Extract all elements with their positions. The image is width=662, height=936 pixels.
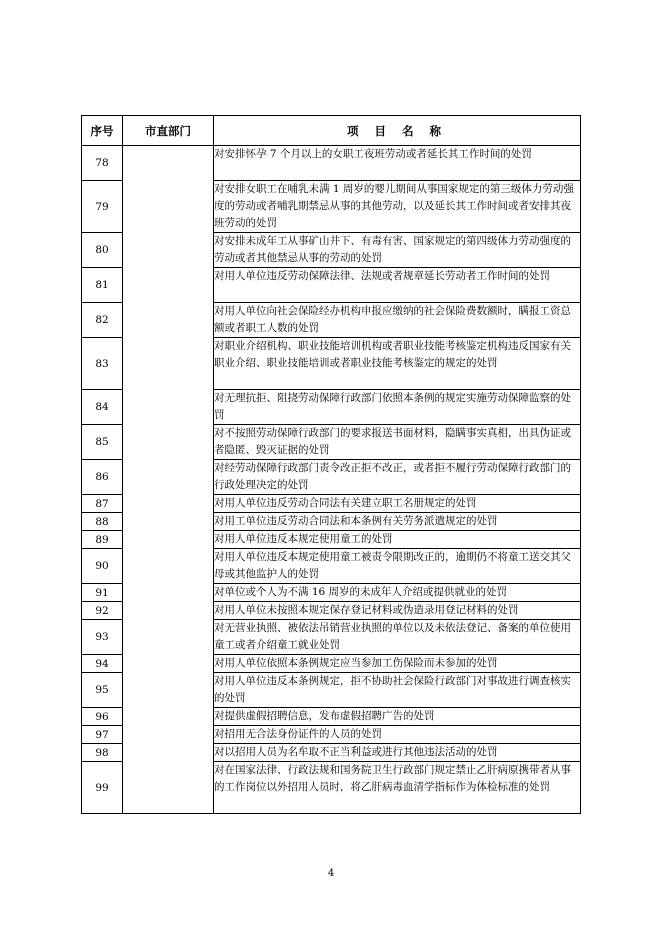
row-item-text: 对用人单位违反本规定使用童工的处罚 bbox=[214, 531, 581, 549]
row-item-text: 对用人单位依照本条例规定应当参加工伤保险而未参加的处罚 bbox=[214, 655, 581, 673]
row-number: 85 bbox=[82, 425, 123, 460]
row-number: 94 bbox=[82, 655, 123, 673]
row-item-text: 对以招用人员为名牟取不正当利益或进行其他违法活动的处罚 bbox=[214, 744, 581, 762]
row-item-text: 对用人单位向社会保险经办机构申报应缴纳的社会保险费数额时，瞒报工资总额或者职工人数的处罚 bbox=[214, 303, 581, 338]
row-number: 96 bbox=[82, 708, 123, 726]
row-item-text: 对不按照劳动保障行政部门的要求报送书面材料，隐瞒事实真相，出具伪证或者隐匿、毁灭证据的处罚 bbox=[214, 425, 581, 460]
row-item-text: 对安排未成年工从事矿山井下、有毒有害、国家规定的第四级体力劳动强度的劳动或者其他禁忌从事的劳动的处罚 bbox=[214, 233, 581, 268]
penalty-items-table bbox=[81, 115, 581, 814]
row-item-text: 对安排怀孕 7 个月以上的女职工夜班劳动或者延长其工作时间的处罚 bbox=[214, 146, 581, 181]
row-number: 84 bbox=[82, 390, 123, 425]
row-number: 98 bbox=[82, 744, 123, 762]
row-item-text: 对招用无合法身份证件的人员的处罚 bbox=[214, 726, 581, 744]
row-item-text: 对无营业执照、被依法吊销营业执照的单位以及未依法登记、备案的单位使用童工或者介绍童工就业处罚 bbox=[214, 620, 581, 655]
department-cell bbox=[123, 146, 214, 814]
row-number: 97 bbox=[82, 726, 123, 744]
row-number: 78 bbox=[82, 146, 123, 181]
page-number: 4 bbox=[327, 868, 335, 879]
row-number: 99 bbox=[82, 762, 123, 814]
row-item-text: 对单位或个人为不满 16 周岁的未成年人介绍或提供就业的处罚 bbox=[214, 584, 581, 602]
row-number: 90 bbox=[82, 549, 123, 584]
row-number: 95 bbox=[82, 673, 123, 708]
row-number: 93 bbox=[82, 620, 123, 655]
header-serial-number: 序号 bbox=[82, 116, 123, 146]
row-item-text: 对经劳动保障行政部门责令改正拒不改正，或者拒不履行劳动保障行政部门的行政处理决定的处罚 bbox=[214, 460, 581, 495]
row-item-text: 对安排女职工在哺乳未满 1 周岁的婴儿期间从事国家规定的第三级体力劳动强度的劳动或者哺乳期禁忌从事的其他劳动，以及延长其工作时间或者安排其夜班劳动的处罚 bbox=[214, 181, 581, 233]
header-project-name: 项 目 名 称 bbox=[214, 116, 581, 146]
row-number: 82 bbox=[82, 303, 123, 338]
row-number: 89 bbox=[82, 531, 123, 549]
row-item-text: 对用工单位违反劳动合同法和本条例有关劳务派遣规定的处罚 bbox=[214, 513, 581, 531]
row-item-text: 对用人单位未按照本规定保存登记材料或伪造录用登记材料的处罚 bbox=[214, 602, 581, 620]
row-item-text: 对用人单位违反劳动保障法律、法规或者规章延长劳动者工作时间的处罚 bbox=[214, 268, 581, 303]
row-item-text: 对提供虚假招聘信息，发布虚假招聘广告的处罚 bbox=[214, 708, 581, 726]
row-item-text: 对在国家法律、行政法规和国务院卫生行政部门规定禁止乙肝病原携带者从事的工作岗位以外招用人员时，将乙肝病毒血清学指标作为体检标准的处罚 bbox=[214, 762, 581, 814]
row-item-text: 对用人单位违反劳动合同法有关建立职工名册规定的处罚 bbox=[214, 495, 581, 513]
header-department: 市直部门 bbox=[123, 116, 214, 146]
row-item-text: 对职业介绍机构、职业技能培训机构或者职业技能考核鉴定机构违反国家有关职业介绍、职业技能培训或者职业技能考核鉴定的规定的处罚 bbox=[214, 338, 581, 390]
row-number: 81 bbox=[82, 268, 123, 303]
row-number: 87 bbox=[82, 495, 123, 513]
row-number: 91 bbox=[82, 584, 123, 602]
row-item-text: 对无理抗拒、阻挠劳动保障行政部门依照本条例的规定实施劳动保障监察的处罚 bbox=[214, 390, 581, 425]
row-number: 88 bbox=[82, 513, 123, 531]
table-header-row bbox=[82, 116, 581, 146]
row-number: 79 bbox=[82, 181, 123, 233]
table-row bbox=[82, 146, 581, 181]
row-item-text: 对用人单位违反本规定使用童工被责令限期改正的，逾期仍不将童工送交其父母或其他监护人的处罚 bbox=[214, 549, 581, 584]
row-number: 86 bbox=[82, 460, 123, 495]
row-item-text: 对用人单位违反本条例规定，拒不协助社会保险行政部门对事故进行调查核实的处罚 bbox=[214, 673, 581, 708]
row-number: 80 bbox=[82, 233, 123, 268]
row-number: 83 bbox=[82, 338, 123, 390]
row-number: 92 bbox=[82, 602, 123, 620]
